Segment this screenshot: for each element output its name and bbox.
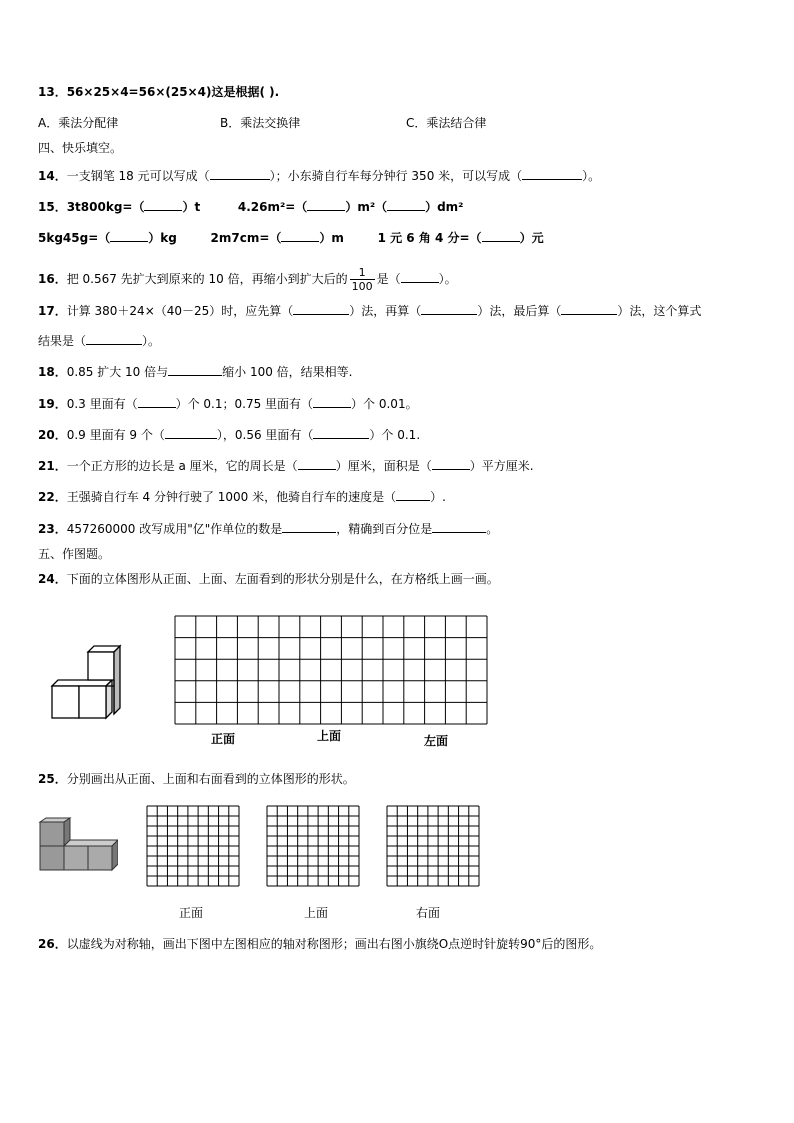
text: 把 0.567 先扩大到原来的 10 倍，再缩小到扩大后的 — [66, 272, 348, 286]
question-number: 24． — [38, 572, 67, 586]
question-13 — [38, 84, 279, 100]
text: ）；小东骑自行车每分钟行 350 米，可以写成（ — [269, 169, 523, 183]
question-number: 15． — [38, 200, 67, 214]
text: ）m — [319, 231, 344, 245]
question-19 — [38, 396, 418, 412]
question-number: 18． — [38, 365, 67, 379]
answer-blank[interactable] — [307, 210, 345, 211]
question-17-line-2 — [38, 333, 160, 349]
answer-blank[interactable] — [522, 179, 582, 180]
text: ）. — [430, 490, 446, 504]
text: 结果是（ — [38, 334, 87, 348]
question-21 — [38, 458, 534, 474]
text: ）个 0.1；0.75 里面有（ — [175, 397, 314, 411]
section-heading-4: 四、快乐填空。 — [38, 141, 123, 155]
question-16 — [38, 264, 457, 294]
answer-blank[interactable] — [396, 500, 430, 501]
question-18 — [38, 364, 353, 380]
answer-blank[interactable] — [168, 375, 222, 376]
question-text: 以虚线为对称轴，画出下图中左图相应的轴对称图形；画出右图小旗绕O点逆时针旋转90°后的图形。 — [66, 937, 602, 951]
question-number: 23． — [38, 522, 67, 536]
text: ）平方厘米. — [469, 459, 534, 473]
text: ）。 — [582, 169, 601, 183]
cube-figure — [48, 642, 130, 722]
text: ）厘米，面积是（ — [335, 459, 432, 473]
question-number: 16． — [38, 272, 67, 286]
question-25 — [38, 771, 355, 787]
text: 是（ — [376, 272, 401, 286]
answer-blank[interactable] — [482, 241, 520, 242]
text: ），0.56 里面有（ — [216, 428, 314, 442]
text: 一个正方形的边长是 a 厘米，它的周长是（ — [66, 459, 298, 473]
grid-paper[interactable] — [174, 615, 490, 727]
question-26 — [38, 936, 601, 952]
question-23 — [38, 521, 498, 537]
label-front: 正面 — [179, 906, 204, 920]
text: 2m7cm=（ — [210, 231, 282, 245]
text: ）元 — [519, 231, 544, 245]
answer-blank[interactable] — [432, 532, 486, 533]
section-heading-5: 五、作图题。 — [38, 547, 111, 561]
label-top: 上面 — [317, 729, 342, 743]
fraction-numerator: 1 — [350, 266, 375, 280]
question-number: 17． — [38, 304, 67, 318]
option-b: B．乘法交换律 — [220, 116, 301, 130]
label-left: 左面 — [424, 734, 449, 748]
question-15 — [38, 199, 463, 215]
answer-blank[interactable] — [298, 469, 336, 470]
text: ）法，再算（ — [349, 304, 422, 318]
answer-blank[interactable] — [432, 469, 470, 470]
question-number: 21． — [38, 459, 67, 473]
question-22 — [38, 489, 446, 505]
answer-blank[interactable] — [421, 314, 477, 315]
answer-blank[interactable] — [86, 344, 142, 345]
answer-blank[interactable] — [313, 438, 369, 439]
gray-cube-figure — [38, 816, 118, 872]
answer-blank[interactable] — [282, 532, 336, 533]
text: 457260000 改写成用"亿"作单位的数是 — [66, 522, 283, 536]
option-a: A．乘法分配律 — [38, 116, 119, 130]
text: ）个 0.01。 — [351, 397, 418, 411]
answer-blank[interactable] — [138, 407, 176, 408]
answer-blank[interactable] — [561, 314, 617, 315]
grid-paper-right[interactable] — [386, 805, 480, 887]
text: ）。 — [438, 272, 457, 286]
text: ，精确到百分位是 — [336, 522, 433, 536]
text: 。 — [486, 522, 499, 536]
question-14 — [38, 168, 600, 184]
question-number: 25． — [38, 772, 67, 786]
question-number: 26． — [38, 937, 67, 951]
grid-paper-front[interactable] — [146, 805, 240, 887]
question-text: 分别画出从正面、上面和右面看到的立体图形的形状。 — [66, 772, 355, 786]
question-17 — [38, 303, 701, 319]
answer-blank[interactable] — [293, 314, 349, 315]
grid-paper-top[interactable] — [266, 805, 360, 887]
answer-blank[interactable] — [401, 282, 439, 283]
text: 0.85 扩大 10 倍与 — [66, 365, 169, 379]
answer-blank[interactable] — [144, 210, 182, 211]
question-text: 56×25×4=56×(25×4)这是根据( ). — [66, 85, 280, 99]
question-number: 20． — [38, 428, 67, 442]
question-number: 14． — [38, 169, 67, 183]
answer-blank[interactable] — [313, 407, 351, 408]
question-number: 22． — [38, 490, 67, 504]
question-text: 下面的立体图形从正面、上面、左面看到的形状分别是什么，在方格纸上画一画。 — [66, 572, 499, 586]
question-number: 19． — [38, 397, 67, 411]
fraction — [350, 266, 375, 293]
text: 0.3 里面有（ — [66, 397, 138, 411]
question-24 — [38, 571, 499, 587]
text: ）个 0.1. — [369, 428, 421, 442]
text: 4.26m²=（ — [237, 200, 308, 214]
answer-blank[interactable] — [281, 241, 319, 242]
question-number: 13． — [38, 85, 67, 99]
question-15-line-2 — [38, 230, 544, 246]
text: 3t800kg=（ — [66, 200, 145, 214]
text: ）dm² — [425, 200, 464, 214]
text: 0.9 里面有 9 个（ — [66, 428, 165, 442]
label-right: 右面 — [416, 906, 441, 920]
answer-blank[interactable] — [110, 241, 148, 242]
text: ）kg — [148, 231, 177, 245]
answer-blank[interactable] — [210, 179, 270, 180]
text: ）法，最后算（ — [477, 304, 562, 318]
text: 1 元 6 角 4 分=（ — [377, 231, 482, 245]
answer-blank[interactable] — [387, 210, 425, 211]
text: 王强骑自行车 4 分钟行驶了 1000 米，他骑自行车的速度是（ — [66, 490, 397, 504]
answer-blank[interactable] — [165, 438, 217, 439]
text: ）t — [182, 200, 201, 214]
option-c: C．乘法结合律 — [406, 116, 487, 130]
text: 计算 380＋24×（40－25）时，应先算（ — [66, 304, 294, 318]
text: 一支钢笔 18 元可以写成（ — [66, 169, 210, 183]
text: 5kg45g=（ — [38, 231, 111, 245]
question-20 — [38, 427, 420, 443]
fraction-denominator: 100 — [351, 280, 373, 293]
text: 缩小 100 倍，结果相等. — [222, 365, 353, 379]
label-top: 上面 — [304, 906, 329, 920]
label-front: 正面 — [211, 732, 236, 746]
text: ）。 — [142, 334, 161, 348]
text: ）法，这个算式 — [617, 304, 702, 318]
text: ）m²（ — [345, 200, 388, 214]
